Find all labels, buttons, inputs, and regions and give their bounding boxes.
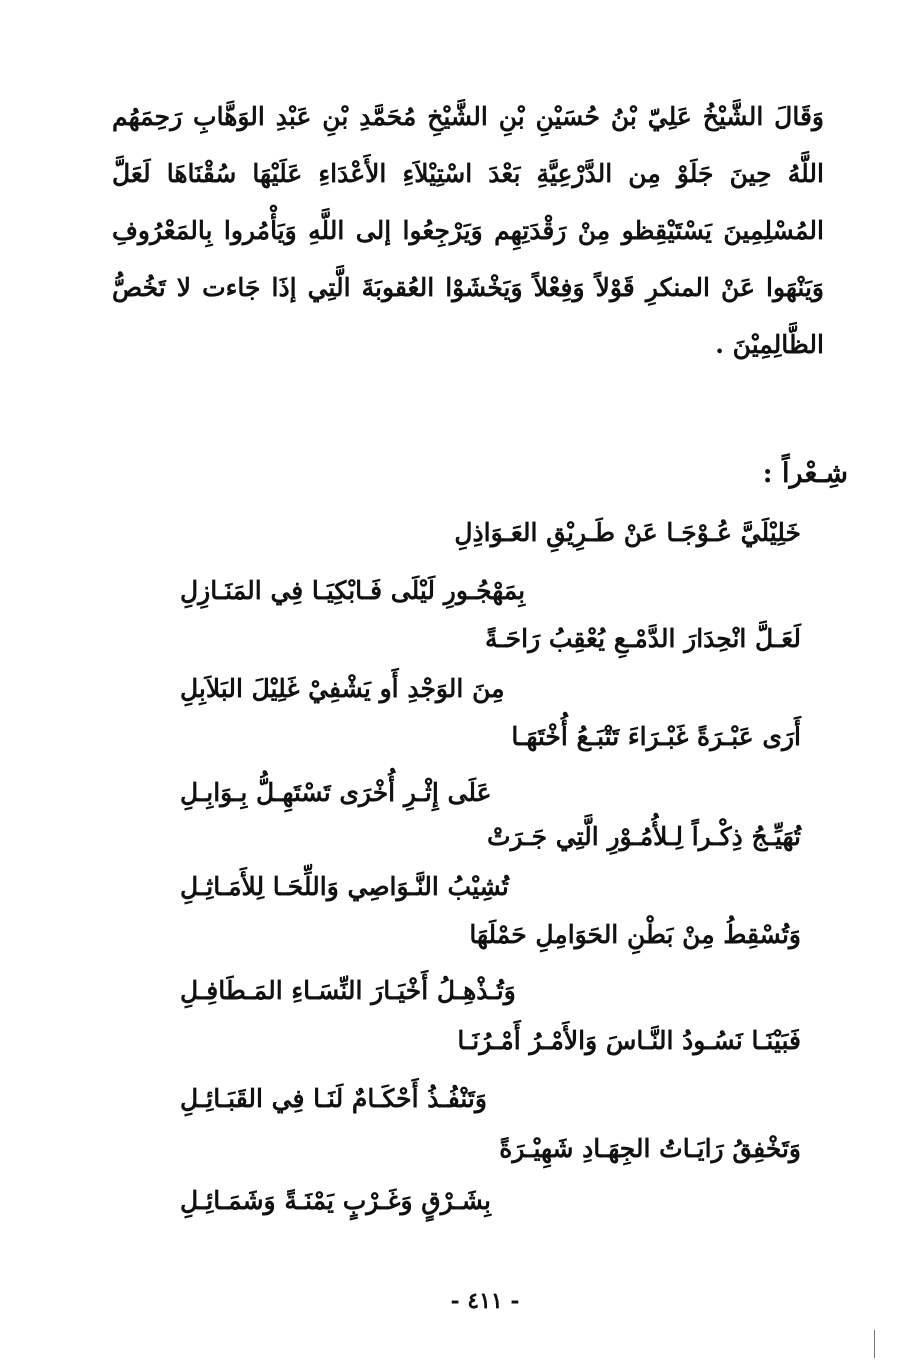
verse-line: بِمَهْجُـورِ لَيْلَى فَـابْكِيَـا فِي المَنَـازِلِ — [180, 576, 526, 605]
verse-line: وَتُسْقِطُ مِنْ بَطْنِ الحَوَامِلِ حَمْلَهَا — [469, 920, 801, 949]
verse-line: وَتَنْفُـذُ أَحْكَـامٌ لَنَـا فِي القَبَـائِـلِ — [180, 1084, 487, 1113]
verse-line: عَلَى إِثْـرِ أُخْرَى تَسْتَهِـلُّ بِـوَابِـلِ — [180, 778, 492, 807]
verse-line: أَرَى عَبْـرَةً غَبْـرَاءَ تَتْبَـعُ أُخْتَهَـا — [511, 722, 801, 751]
verse-line: وَتَخْفِقُ رَايَـاتُ الجِهَـادِ شَهِيْـرَةً — [499, 1134, 801, 1163]
prose-paragraph: وَقَالَ الشَّيْخُ عَلِيّ بْنُ حُسَيْنِ بْنِ الشَّيْخِ مُحَمَّدِ بْنِ عَبْدِ الوَهَّابِ رَحِمَهُم اللَّهُ حِينَ جَلَوْ مِن الدَّرْعِيَّةِ بَعْدَ اسْتِيْلاَءِ الأَعْدَاءِ عَلَيْهَا سُقْنَاهَا لَعَلَّ المُسْلِمِينَ يَسْتَيْقِظو مِنْ رَقْدَتِهِم وَيَرْجِعُوا إلى اللَّهِ وَيَأْمُروا بِالمَعْرُوفِ وَيَنْهَوا عَنْ المنكرِ قَوْلاً وَفِعْلاً وَيَخْشَوْا العُقوبَةَ الَّتِي إذَا جَاءت لا تَخُصُّ الظَّالِمِيْنَ . — [112, 102, 824, 359]
verse-line: تُشِيْبُ النَّـوَاصِي وَاللِّحَـا لِلأَمَـاثِـلِ — [180, 872, 509, 901]
verse-line: وَتُـذْهِـلُ أَخْيَـارَ النِّسَـاءِ المَـطَافِـلِ — [180, 976, 516, 1005]
verse-line: فَبَيْنَـا نَسُـودُ النَّـاسَ وَالأَمْـرُ أَمْـرُنَـا — [457, 1026, 801, 1055]
verse-line: لَعَـلَّ انْحِدَارَ الدَّمْـعِ يُعْقِبُ رَاحَـةً — [484, 624, 801, 653]
verse-line: مِنَ الوَجْدِ أَو يَشْفِيْ غَلِيْلَ البَلاَبِلِ — [180, 674, 505, 703]
poetry-heading: شِـعْراً : — [762, 458, 848, 489]
verse-line: خَلِيْلَيَّ عُـوْجَـا عَنْ طَـرِيْقِ العَـوَاذِلِ — [454, 518, 801, 547]
verse-line: بِشَـرْقٍ وَغَـرْبٍ يَمْنَـةً وَشَمَـائِـلِ — [180, 1186, 491, 1215]
scan-edge-mark — [874, 1330, 875, 1358]
page-number: - ٤١١ - — [450, 1288, 520, 1314]
verse-line: تُهَيِّـجُ ذِكْـراً لِـلأُمُـوْرِ الَّتِي جَـرَتْ — [486, 822, 801, 851]
